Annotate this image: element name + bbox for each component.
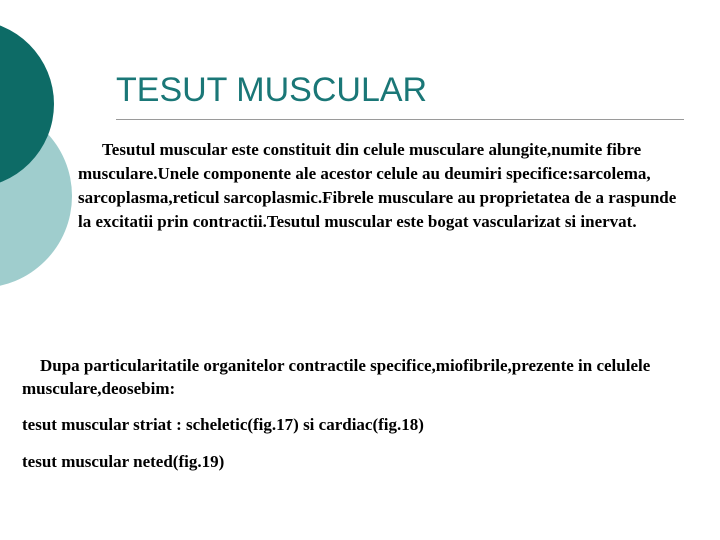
slide-title: TESUT MUSCULAR xyxy=(116,71,428,109)
text-smooth-muscle: tesut muscular neted(fig.19) xyxy=(22,452,225,471)
text-striated-muscle: tesut muscular striat : scheletic(fig.17) si cardiac(fig.18) xyxy=(22,415,424,434)
paragraph-classification-intro: Dupa particularitatile organitelor contractile specifice,miofibrile,prezente in celulele musculare,deosebim: xyxy=(22,356,651,398)
paragraph-muscle-tissue-definition: Tesutul muscular este constituit din celule musculare alungite,numite fibre musculare.Unele componente ale acestor celule au deumiri specifice:sarcolema, sarcoplasma,reticul sarcoplasmic.Fibrele musculare au proprietatea de a raspunde la excitatii prin contractii.Tesutul muscular este bogat vascularizat si inervat. xyxy=(78,140,677,231)
title-underline xyxy=(116,119,684,120)
